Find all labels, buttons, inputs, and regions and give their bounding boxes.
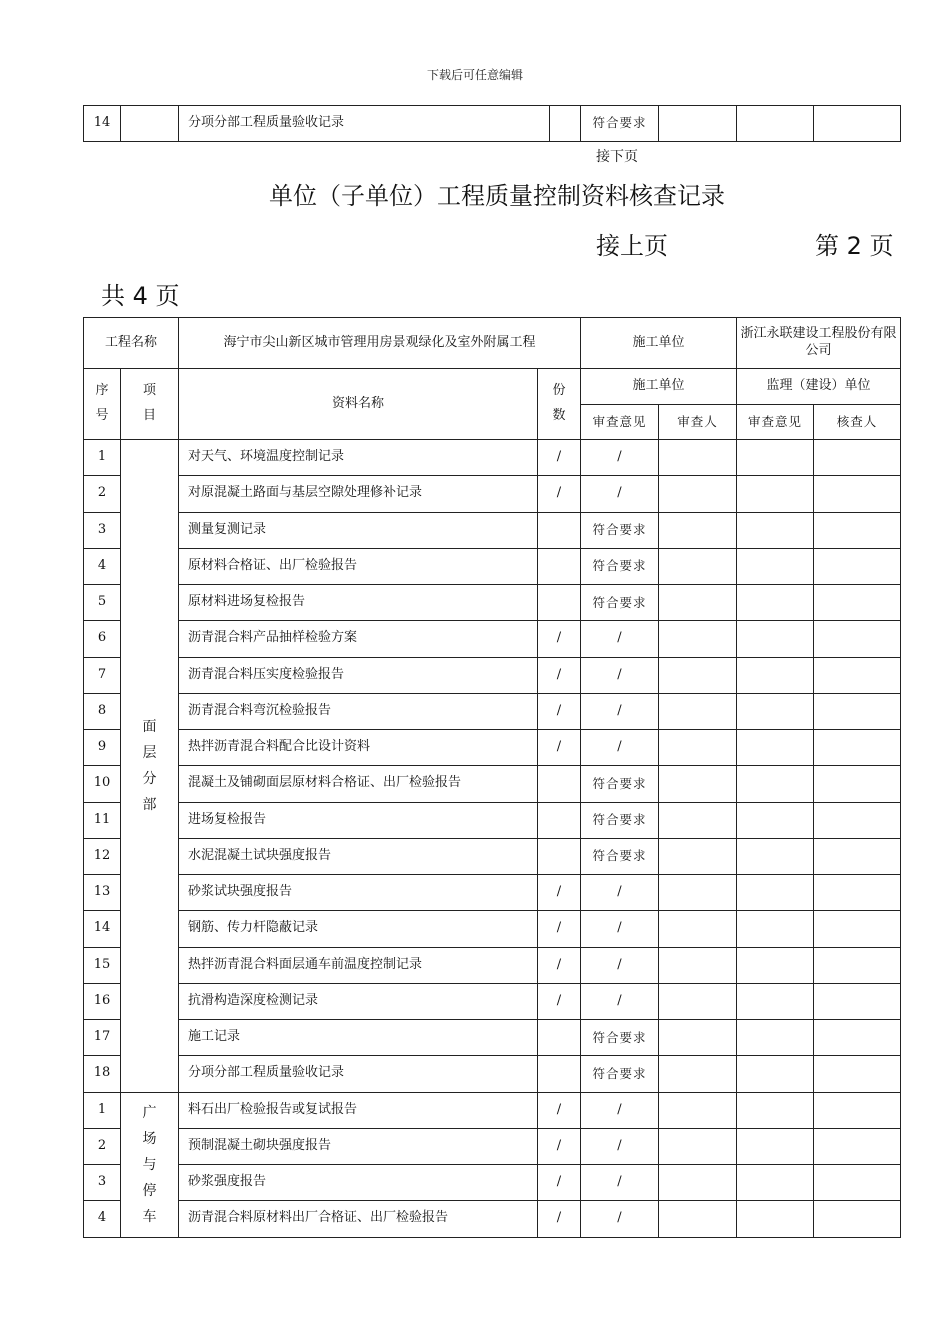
group-label-char: 停: [142, 1182, 157, 1199]
checker-cell: [814, 766, 901, 802]
supervision-opinion: [737, 548, 814, 584]
quality-control-table: [83, 317, 901, 1238]
review-opinion: 符合要求: [581, 585, 659, 621]
previous-page-table: [83, 105, 901, 142]
copies-cell: /: [538, 1165, 581, 1201]
review-opinion: 符合要求: [581, 1020, 659, 1056]
copies-cell: [538, 585, 581, 621]
checker-cell: [814, 1020, 901, 1056]
checker-cell: [814, 983, 901, 1019]
material-name: 沥青混合料压实度检验报告: [179, 657, 538, 693]
project-info-row: [84, 318, 901, 369]
table-row: [84, 1201, 901, 1237]
material-name: 沥青混合料原材料出厂合格证、出厂检验报告: [179, 1201, 538, 1237]
table-row: [84, 875, 901, 911]
material-name: 水泥混凝土试块强度报告: [179, 838, 538, 874]
row-number: 7: [84, 657, 121, 693]
review-opinion: 符合要求: [581, 106, 659, 142]
row-number: 12: [84, 838, 121, 874]
row-number: 1: [84, 440, 121, 476]
copies-cell: /: [538, 947, 581, 983]
header-reviewer: 审查人: [659, 405, 737, 440]
material-name: 分项分部工程质量验收记录: [179, 1056, 538, 1092]
row-number: 5: [84, 585, 121, 621]
table-row: [84, 106, 901, 142]
copies-cell: [538, 838, 581, 874]
review-opinion: /: [581, 1165, 659, 1201]
checker-cell: [814, 1165, 901, 1201]
copies-cell: /: [538, 911, 581, 947]
group-label-char: 广: [142, 1104, 157, 1121]
material-name: 热拌沥青混合料面层通车前温度控制记录: [179, 947, 538, 983]
group-label-char: 车: [142, 1208, 157, 1225]
header-copies-b: 数: [552, 408, 566, 423]
header-row: [84, 369, 901, 405]
copies-cell: /: [538, 983, 581, 1019]
copies-cell: /: [538, 476, 581, 512]
checker-cell: [814, 802, 901, 838]
header-note: 下载后可任意编辑: [426, 68, 523, 82]
supervision-opinion: [737, 875, 814, 911]
supervision-opinion: [737, 512, 814, 548]
supervision-opinion: [737, 802, 814, 838]
material-name: 砂浆强度报告: [179, 1165, 538, 1201]
header-material-name: 资料名称: [179, 369, 538, 440]
reviewer-cell: [659, 106, 737, 142]
table-row: [84, 947, 901, 983]
supervision-opinion: [737, 1020, 814, 1056]
table-row: [84, 1056, 901, 1092]
row-number: 2: [84, 476, 121, 512]
material-name: 热拌沥青混合料配合比设计资料: [179, 730, 538, 766]
reviewer-cell: [659, 1056, 737, 1092]
copies-cell: /: [538, 1128, 581, 1164]
row-number: 18: [84, 1056, 121, 1092]
reviewer-cell: [659, 512, 737, 548]
table-row: [84, 512, 901, 548]
group-label: [121, 440, 179, 1093]
header-copies: [538, 369, 581, 440]
copies-cell: [538, 1056, 581, 1092]
row-number: 4: [84, 548, 121, 584]
checker-cell: [814, 838, 901, 874]
review-opinion: /: [581, 440, 659, 476]
group-label-char: 部: [142, 796, 157, 813]
review-opinion: /: [581, 947, 659, 983]
reviewer-cell: [659, 911, 737, 947]
supervision-opinion: [737, 1201, 814, 1237]
checker-cell: [814, 1092, 901, 1128]
material-name: 钢筋、传力杆隐蔽记录: [179, 911, 538, 947]
reviewer-cell: [659, 1165, 737, 1201]
checker-cell: [814, 476, 901, 512]
material-name: 测量复测记录: [179, 512, 538, 548]
row-number: 3: [84, 1165, 121, 1201]
row-number: 11: [84, 802, 121, 838]
checker-cell: [814, 512, 901, 548]
checker-cell: [814, 1128, 901, 1164]
header-number: [84, 369, 121, 440]
continue-prev-note: 接上页: [596, 232, 668, 260]
material-name: 沥青混合料弯沉检验报告: [179, 693, 538, 729]
material-name: 沥青混合料产品抽样检验方案: [179, 621, 538, 657]
material-name: 对原混凝土路面与基层空隙处理修补记录: [179, 476, 538, 512]
row-number: 16: [84, 983, 121, 1019]
group-plaza-parking: [84, 1092, 901, 1237]
row-number: 8: [84, 693, 121, 729]
material-name: 预制混凝土砌块强度报告: [179, 1128, 538, 1164]
table-row: [84, 585, 901, 621]
review-opinion: 符合要求: [581, 1056, 659, 1092]
supervision-opinion: [737, 730, 814, 766]
supervision-opinion: [737, 911, 814, 947]
table-row: [84, 440, 901, 476]
group-label-char: 与: [142, 1156, 157, 1173]
review-opinion: /: [581, 476, 659, 512]
header-review-opinion: 审查意见: [581, 405, 659, 440]
copies-cell: [550, 106, 581, 142]
reviewer-cell: [659, 1020, 737, 1056]
copies-cell: /: [538, 657, 581, 693]
row-number: 2: [84, 1128, 121, 1164]
table-row: [84, 802, 901, 838]
table-row: [84, 1165, 901, 1201]
material-name: 砂浆试块强度报告: [179, 875, 538, 911]
reviewer-cell: [659, 1092, 737, 1128]
group-surface-layer: [84, 440, 901, 1093]
reviewer-cell: [659, 838, 737, 874]
reviewer-cell: [659, 875, 737, 911]
copies-cell: /: [538, 440, 581, 476]
row-number: 1: [84, 1092, 121, 1128]
supervision-opinion: [737, 585, 814, 621]
header-item-a: 项: [142, 383, 156, 399]
checker-cell: [814, 585, 901, 621]
copies-cell: /: [538, 1092, 581, 1128]
reviewer-cell: [659, 476, 737, 512]
group-label-char: 面: [142, 718, 157, 735]
material-name: 分项分部工程质量验收记录: [179, 106, 550, 142]
page-title: 单位（子单位）工程质量控制资料核查记录: [269, 182, 725, 210]
header-supervision-unit: 监理（建设）单位: [737, 369, 901, 405]
table-row: [84, 1092, 901, 1128]
review-opinion: /: [581, 693, 659, 729]
table-row: [84, 476, 901, 512]
table-row: [84, 1020, 901, 1056]
supervision-opinion: [737, 1092, 814, 1128]
table-row: [84, 548, 901, 584]
item-cell: [121, 106, 179, 142]
table-row: [84, 621, 901, 657]
group-label-char: 层: [142, 744, 157, 761]
header-number-a: 序: [95, 383, 109, 399]
reviewer-cell: [659, 1201, 737, 1237]
project-name-value: 海宁市尖山新区城市管理用房景观绿化及室外附属工程: [179, 318, 581, 369]
reviewer-cell: [659, 983, 737, 1019]
material-name: 抗滑构造深度检测记录: [179, 983, 538, 1019]
checker-cell: [814, 621, 901, 657]
row-number: 15: [84, 947, 121, 983]
material-name: 料石出厂检验报告或复试报告: [179, 1092, 538, 1128]
supervision-opinion: [737, 983, 814, 1019]
review-opinion: /: [581, 621, 659, 657]
checker-cell: [814, 657, 901, 693]
material-name: 对天气、环境温度控制记录: [179, 440, 538, 476]
supervision-opinion: [737, 1165, 814, 1201]
row-number: 6: [84, 621, 121, 657]
copies-cell: [538, 1020, 581, 1056]
row-number: 4: [84, 1201, 121, 1237]
supervision-opinion: [737, 657, 814, 693]
material-name: 混凝土及铺砌面层原材料合格证、出厂检验报告: [179, 766, 538, 802]
header-item-b: 目: [142, 408, 156, 423]
supervision-opinion: [737, 621, 814, 657]
reviewer-cell: [659, 657, 737, 693]
supervision-opinion: [737, 838, 814, 874]
reviewer-cell: [659, 947, 737, 983]
table-row: [84, 911, 901, 947]
row-number: 10: [84, 766, 121, 802]
contractor-label: 施工单位: [581, 318, 737, 369]
header-item: [121, 369, 179, 440]
reviewer-cell: [659, 621, 737, 657]
review-opinion: 符合要求: [581, 802, 659, 838]
supervision-opinion: [737, 947, 814, 983]
row-number: 3: [84, 512, 121, 548]
copies-cell: /: [538, 875, 581, 911]
group-label-char: 场: [142, 1130, 157, 1147]
total-pages: 共 4 页: [101, 282, 180, 310]
checker-cell: [814, 911, 901, 947]
reviewer-cell: [659, 693, 737, 729]
reviewer-cell: [659, 440, 737, 476]
reviewer-cell: [659, 730, 737, 766]
row-number: 9: [84, 730, 121, 766]
table-row: [84, 766, 901, 802]
contractor-value: 浙江永联建设工程股份有限公司: [737, 318, 901, 369]
row-number: 13: [84, 875, 121, 911]
reviewer-cell: [659, 766, 737, 802]
supervision-opinion: [737, 106, 814, 142]
copies-cell: /: [538, 1201, 581, 1237]
header-copies-a: 份: [552, 383, 566, 399]
review-opinion: /: [581, 983, 659, 1019]
row-number: 14: [84, 911, 121, 947]
checker-cell: [814, 693, 901, 729]
header-construction-unit: 施工单位: [581, 369, 737, 405]
supervision-opinion: [737, 693, 814, 729]
reviewer-cell: [659, 548, 737, 584]
material-name: 原材料进场复检报告: [179, 585, 538, 621]
review-opinion: /: [581, 1092, 659, 1128]
supervision-opinion: [737, 766, 814, 802]
group-label-char: 分: [142, 770, 157, 787]
copies-cell: [538, 548, 581, 584]
review-opinion: 符合要求: [581, 512, 659, 548]
continue-next-note: 接下页: [596, 149, 638, 165]
table-row: [84, 657, 901, 693]
checker-cell: [814, 440, 901, 476]
review-opinion: /: [581, 875, 659, 911]
reviewer-cell: [659, 1128, 737, 1164]
copies-cell: [538, 512, 581, 548]
review-opinion: 符合要求: [581, 838, 659, 874]
supervision-opinion: [737, 1128, 814, 1164]
project-name-label: 工程名称: [84, 318, 179, 369]
checker-cell: [814, 548, 901, 584]
copies-cell: /: [538, 730, 581, 766]
header-number-b: 号: [95, 408, 109, 423]
table-row: [84, 693, 901, 729]
supervision-opinion: [737, 1056, 814, 1092]
row-number: 17: [84, 1020, 121, 1056]
copies-cell: /: [538, 621, 581, 657]
review-opinion: /: [581, 657, 659, 693]
header-supervision-opinion: 审查意见: [737, 405, 814, 440]
review-opinion: 符合要求: [581, 548, 659, 584]
material-name: 施工记录: [179, 1020, 538, 1056]
material-name: 原材料合格证、出厂检验报告: [179, 548, 538, 584]
group-label: [121, 1092, 179, 1237]
checker-cell: [814, 1201, 901, 1237]
review-opinion: /: [581, 1128, 659, 1164]
reviewer-cell: [659, 585, 737, 621]
review-opinion: /: [581, 911, 659, 947]
table-row: [84, 838, 901, 874]
supervision-opinion: [737, 440, 814, 476]
review-opinion: /: [581, 1201, 659, 1237]
checker-cell: [814, 1056, 901, 1092]
checker-cell: [814, 947, 901, 983]
supervision-opinion: [737, 476, 814, 512]
table-row: [84, 730, 901, 766]
row-number: 14: [84, 106, 121, 142]
table-row: [84, 1128, 901, 1164]
page-number: 第 2 页: [815, 232, 894, 260]
reviewer-cell: [659, 802, 737, 838]
copies-cell: /: [538, 693, 581, 729]
review-opinion: /: [581, 730, 659, 766]
checker-cell: [814, 106, 901, 142]
header-checker: 核查人: [814, 405, 901, 440]
material-name: 进场复检报告: [179, 802, 538, 838]
copies-cell: [538, 766, 581, 802]
checker-cell: [814, 875, 901, 911]
copies-cell: [538, 802, 581, 838]
checker-cell: [814, 730, 901, 766]
table-row: [84, 983, 901, 1019]
review-opinion: 符合要求: [581, 766, 659, 802]
